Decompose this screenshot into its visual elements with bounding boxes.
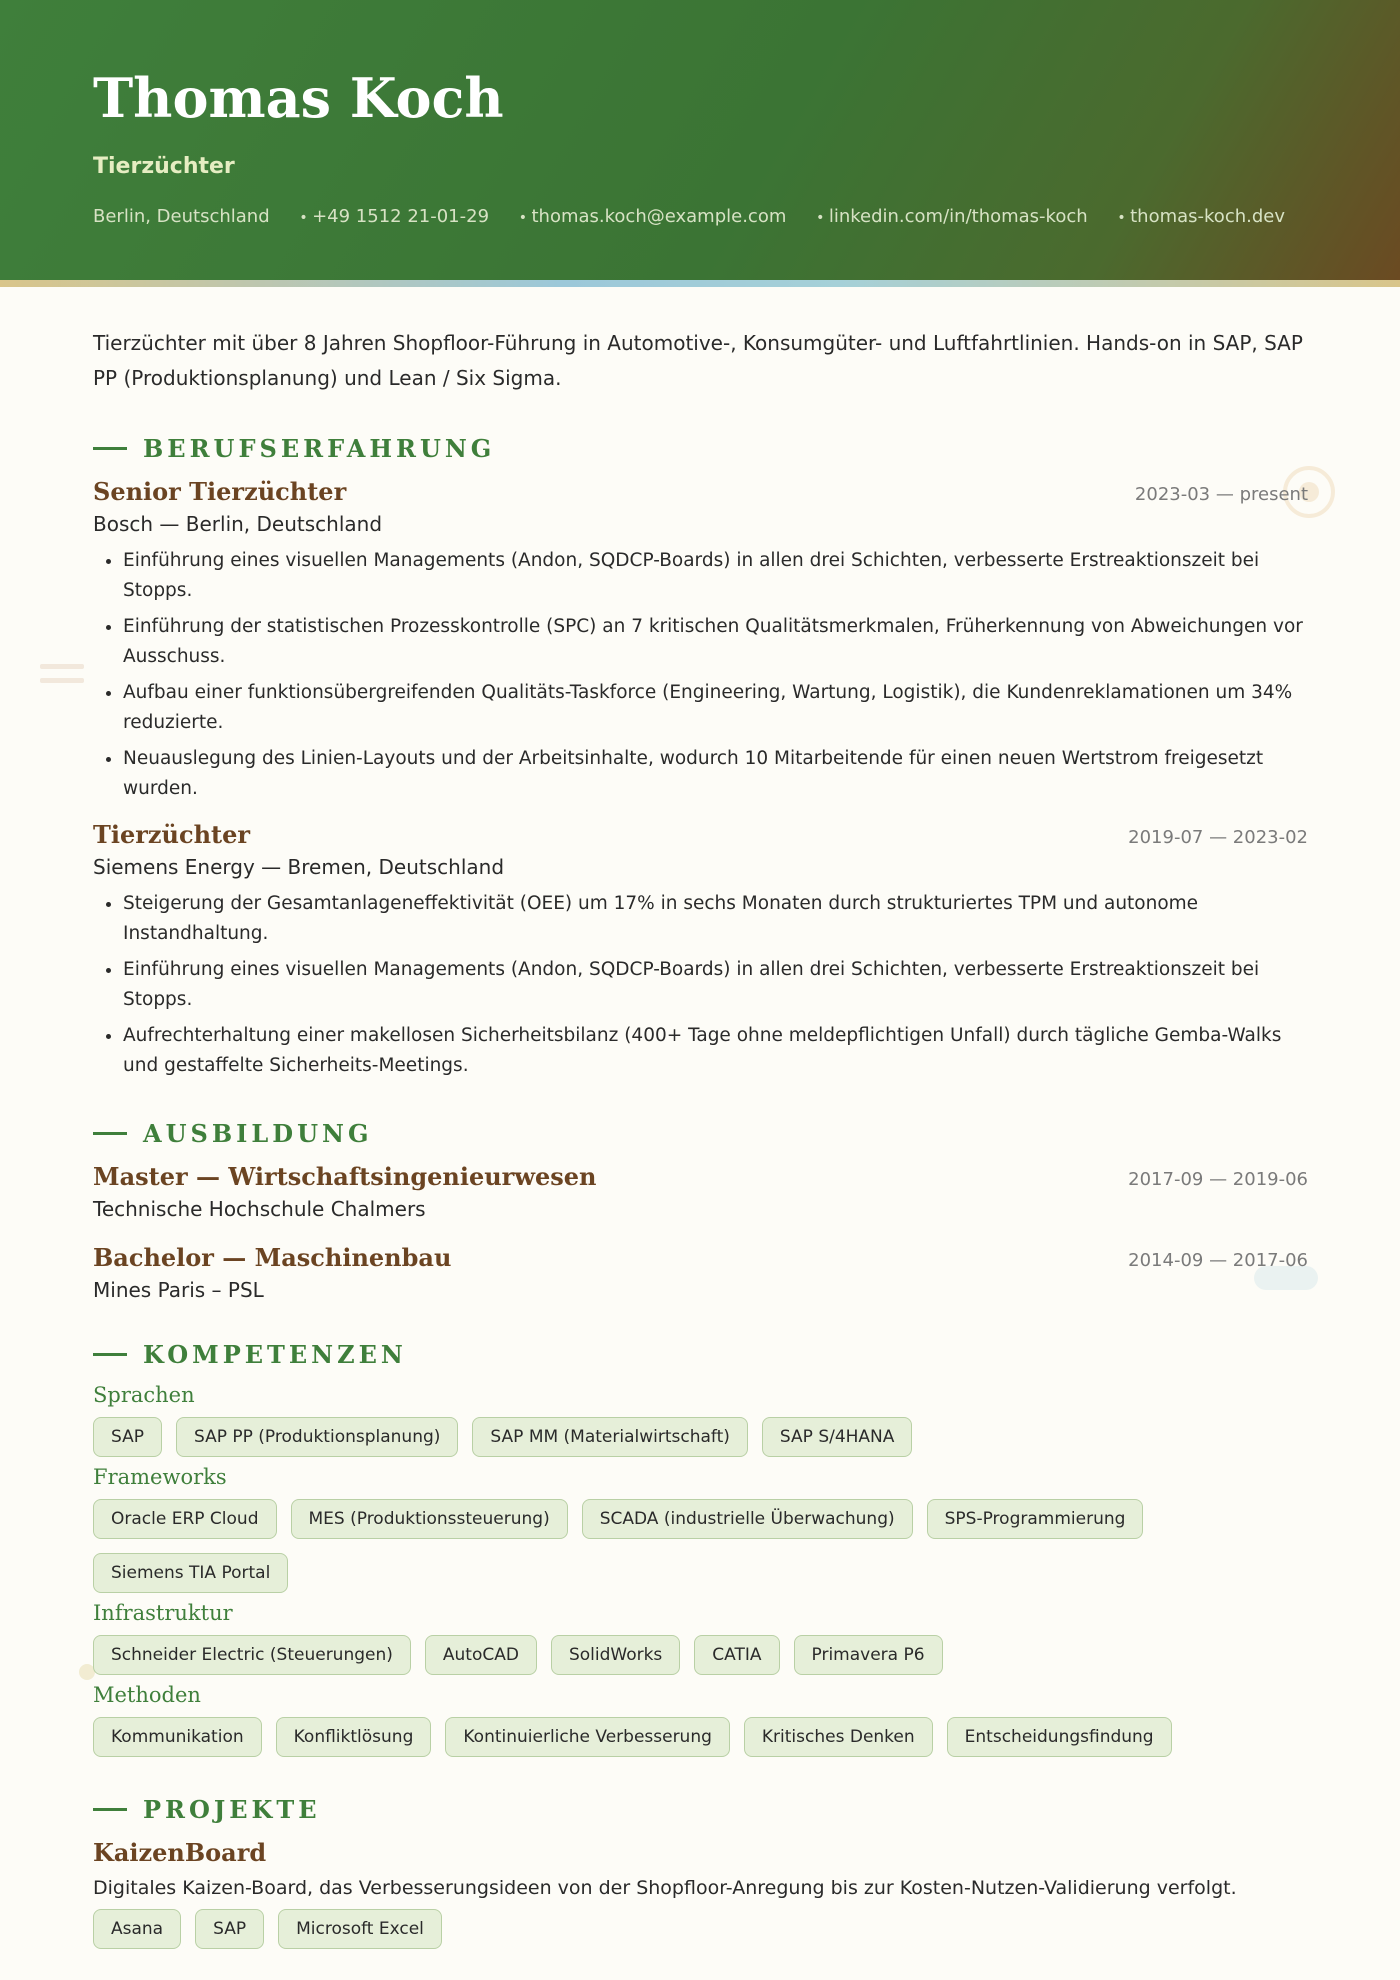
education-entry	[93, 1162, 1308, 1221]
experience-entry	[93, 477, 1308, 804]
bullet-item: • Aufbau einer funktionsübergreifenden Qualitäts-Taskforce (Engineering, Wartung, Logistik), die Kundenreklamationen um 34% reduzierte.	[123, 678, 1308, 738]
education-dates: 2017-09 — 2019-06	[1128, 1169, 1308, 1190]
header-accent-stripe	[0, 280, 1400, 287]
project-description: Digitales Kaizen-Board, das Verbesserungsideen von der Shopfloor-Anregung bis zur Kosten-Nutzen-Validierung verfolgt.	[93, 1877, 1237, 1899]
skill-group-label: Infrastruktur	[93, 1601, 233, 1625]
bullet-item: • Aufrechterhaltung einer makellosen Sicherheitsbilanz (400+ Tage ohne meldepflichtigen Unfall) durch tägliche Gemba-Walks und gestaffelte Sicherheits-Meetings.	[123, 1021, 1308, 1081]
section-title: PROJEKTE	[143, 1795, 321, 1824]
skill-chip: Siemens TIA Portal	[93, 1553, 288, 1593]
job-bullets	[93, 546, 1308, 804]
skill-chip: SAP PP (Produktionsplanung)	[176, 1417, 458, 1457]
job-role: Tierzüchter	[93, 820, 251, 849]
skill-chip: SCADA (industrielle Überwachung)	[582, 1499, 913, 1539]
education-entry	[93, 1243, 1308, 1302]
contact-location: Berlin, Deutschland	[93, 206, 270, 227]
decorative-bars	[40, 664, 84, 692]
job-organization: Bosch — Berlin, Deutschland	[93, 512, 383, 536]
skill-group-infrastructure	[93, 1601, 1308, 1675]
section-dash	[93, 1353, 127, 1356]
skill-group-languages	[93, 1383, 1308, 1457]
experience-entry	[93, 820, 1308, 1081]
job-dates: 2023-03 — present	[1134, 484, 1308, 505]
skill-group-frameworks	[93, 1465, 1308, 1593]
skill-chip: Kritisches Denken	[744, 1717, 933, 1757]
skill-chip: Kommunikation	[93, 1717, 262, 1757]
contact-line	[93, 206, 1309, 227]
contact-linkedin[interactable]: • linkedin.com/in/thomas-koch	[816, 206, 1088, 227]
bullet-item: • Neuauslegung des Linien-Layouts und der Arbeitsinhalte, wodurch 10 Mitarbeitende für einen neuen Wertstrom freigesetzt wurden.	[123, 744, 1308, 804]
bullet-item: • Steigerung der Gesamtanlageneffektivität (OEE) um 17% in sechs Monaten durch strukturiertes TPM und autonome Instandhaltung.	[123, 889, 1308, 949]
job-organization: Siemens Energy — Bremen, Deutschland	[93, 855, 505, 879]
bullet-item: • Einführung eines visuellen Managements (Andon, SQDCP-Boards) in allen drei Schichten, verbesserte Erstreaktionszeit bei Stopps.	[123, 546, 1308, 606]
contact-email[interactable]: • thomas.koch@example.com	[519, 206, 787, 227]
skill-group-label: Methoden	[93, 1683, 201, 1707]
project-entry	[93, 1838, 1308, 1949]
education-dates: 2014-09 — 2017-06	[1128, 1250, 1308, 1271]
degree: Master — Wirtschaftsingenieurwesen	[93, 1162, 597, 1191]
skill-chip: SAP	[93, 1417, 162, 1457]
project-tag: Asana	[93, 1909, 181, 1949]
project-tag: Microsoft Excel	[278, 1909, 442, 1949]
skill-chip: SPS-Programmierung	[927, 1499, 1144, 1539]
bullet-item: • Einführung der statistischen Prozesskontrolle (SPC) an 7 kritischen Qualitätsmerkmalen, Früherkennung von Abweichungen vor Ausschuss.	[123, 612, 1308, 672]
skill-chip: SAP MM (Materialwirtschaft)	[472, 1417, 748, 1457]
section-title: BERUFSERFAHRUNG	[143, 434, 496, 463]
resume-header	[0, 0, 1400, 280]
section-education	[93, 1119, 1308, 1148]
section-skills	[93, 1340, 1308, 1369]
skill-chip: Schneider Electric (Steuerungen)	[93, 1635, 411, 1675]
skill-chip: Kontinuierliche Verbesserung	[445, 1717, 730, 1757]
summary: Tierzüchter mit über 8 Jahren Shopfloor-Führung in Automotive-, Konsumgüter- und Luftfahrtlinien. Hands-on in SAP, SAP PP (Produktionsplanung) und Lean / Six Sigma.	[93, 331, 1303, 390]
project-name: KaizenBoard	[93, 1838, 267, 1867]
school: Mines Paris – PSL	[93, 1278, 264, 1302]
section-dash	[93, 447, 127, 450]
skill-group-label: Sprachen	[93, 1383, 195, 1407]
contact-phone[interactable]: • +49 1512 21-01-29	[299, 206, 489, 227]
degree: Bachelor — Maschinenbau	[93, 1243, 452, 1272]
project-tag: SAP	[195, 1909, 264, 1949]
skill-chip: CATIA	[694, 1635, 779, 1675]
school: Technische Hochschule Chalmers	[93, 1197, 426, 1221]
candidate-name: Thomas Koch	[93, 66, 504, 130]
resume-body	[93, 326, 1308, 1949]
skill-chip: MES (Produktionssteuerung)	[291, 1499, 568, 1539]
skill-chip: AutoCAD	[425, 1635, 537, 1675]
skill-chip: Entscheidungsfindung	[947, 1717, 1172, 1757]
candidate-title: Tierzüchter	[93, 154, 235, 179]
bullet-item: • Einführung eines visuellen Managements (Andon, SQDCP-Boards) in allen drei Schichten, verbesserte Erstreaktionszeit bei Stopps.	[123, 955, 1308, 1015]
job-bullets	[93, 889, 1308, 1081]
contact-website[interactable]: • thomas-koch.dev	[1117, 206, 1285, 227]
section-title: KOMPETENZEN	[143, 1340, 407, 1369]
skill-group-label: Frameworks	[93, 1465, 227, 1489]
job-role: Senior Tierzüchter	[93, 477, 347, 506]
section-title: AUSBILDUNG	[143, 1119, 373, 1148]
skill-chip: Oracle ERP Cloud	[93, 1499, 277, 1539]
section-dash	[93, 1132, 127, 1135]
skill-group-methods	[93, 1683, 1308, 1757]
section-projects	[93, 1795, 1308, 1824]
skill-chip: SolidWorks	[551, 1635, 680, 1675]
skill-chip: SAP S/4HANA	[762, 1417, 912, 1457]
section-experience	[93, 434, 1308, 463]
skill-chip: Konfliktlösung	[276, 1717, 432, 1757]
section-dash	[93, 1808, 127, 1811]
skill-chip: Primavera P6	[794, 1635, 943, 1675]
job-dates: 2019-07 — 2023-02	[1128, 827, 1308, 848]
